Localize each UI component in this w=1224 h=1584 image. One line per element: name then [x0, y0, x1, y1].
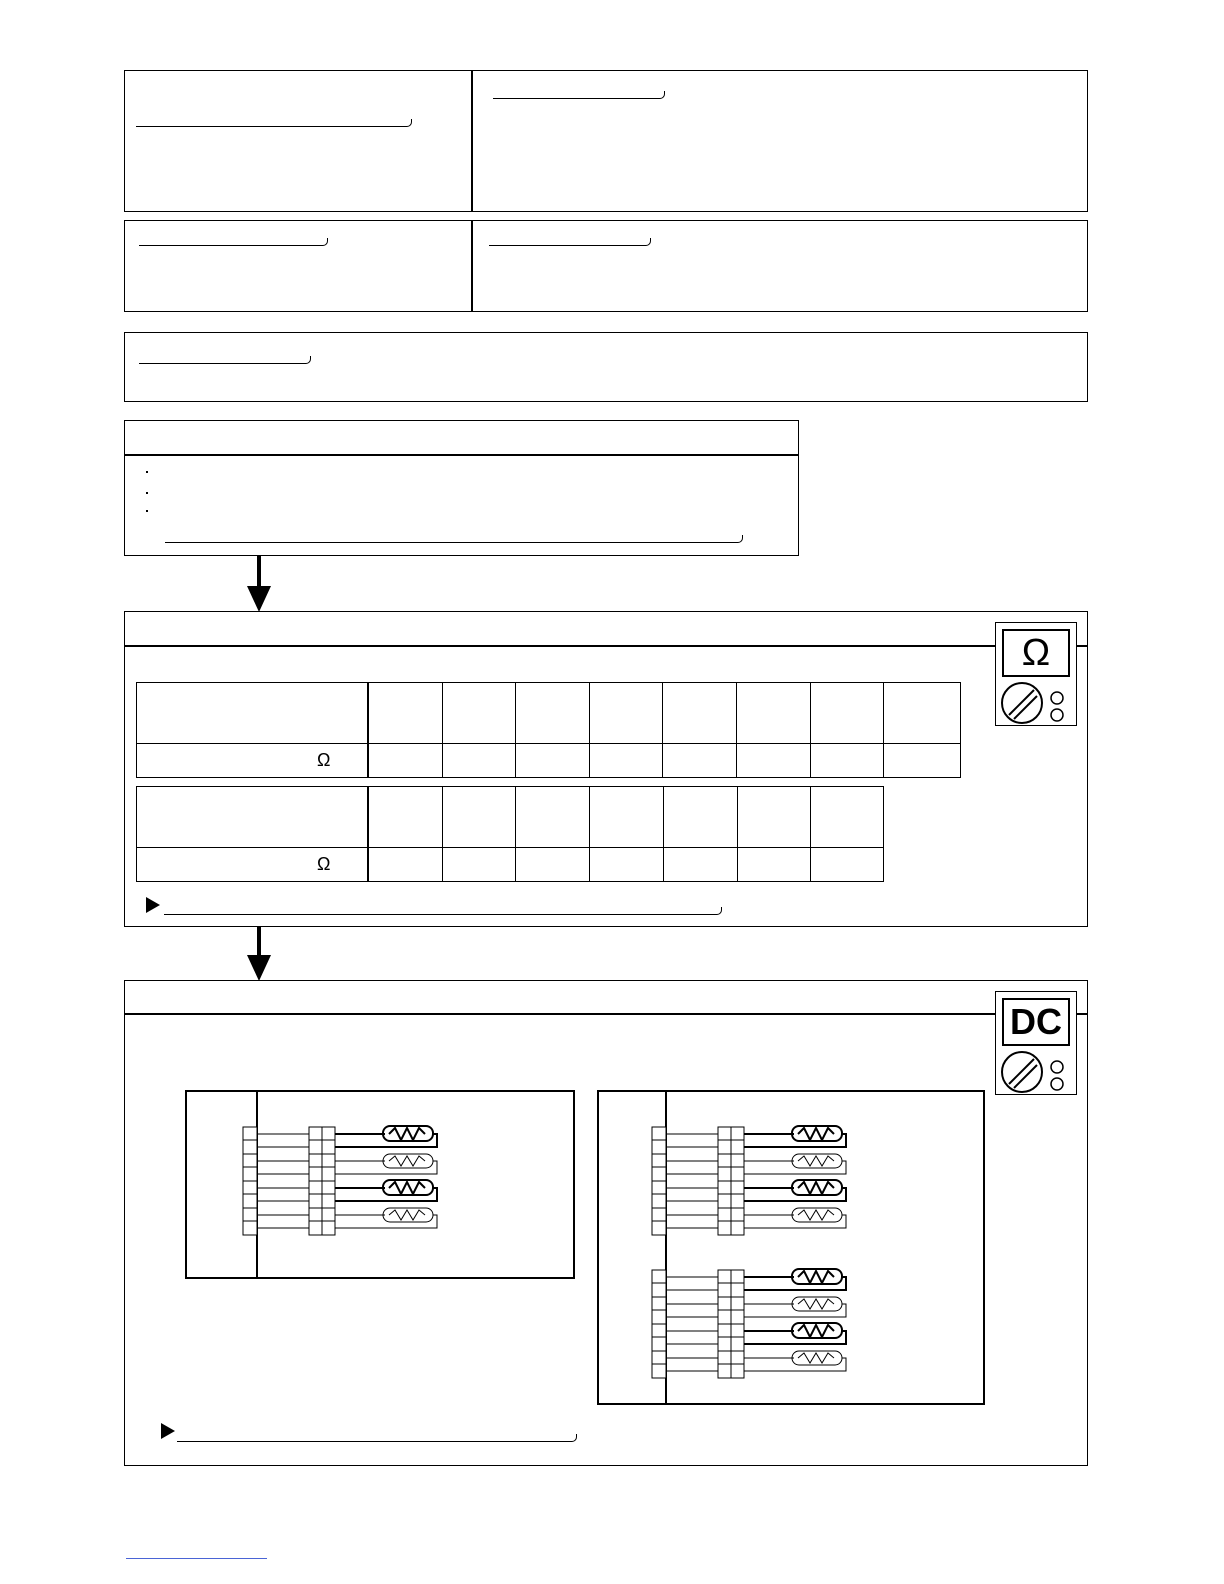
table-cell: [590, 848, 664, 882]
header-divider: [125, 1013, 1087, 1015]
info-box-middle: [124, 220, 1088, 312]
table-cell: [442, 683, 516, 744]
ohm-unit-label: Ω: [317, 854, 331, 874]
table-row: [137, 848, 884, 882]
table-cell: [368, 683, 442, 744]
table-cell: [368, 848, 442, 882]
table-header-row: [137, 787, 884, 848]
table-cell: [442, 744, 516, 778]
table-cell: [737, 683, 811, 744]
bullet: [146, 492, 148, 494]
play-triangle-icon: [161, 1423, 175, 1439]
flow-arrow-down: [247, 556, 271, 612]
harness-diagram: [185, 1090, 575, 1279]
table-cell: [589, 683, 663, 744]
dc-symbol: DC: [1010, 1001, 1062, 1042]
bullet: [146, 471, 148, 473]
dc-voltmeter-icon: [995, 991, 1077, 1095]
play-triangle-icon: [146, 897, 160, 913]
resistance-table-1: [136, 682, 961, 778]
info-box-wide: [124, 332, 1088, 402]
header-divider: [125, 454, 798, 456]
table-header-row: [137, 683, 961, 744]
heading-underline: [139, 356, 311, 364]
info-box-top: [124, 70, 1088, 212]
table-cell: [663, 848, 737, 882]
table-cell: [590, 787, 664, 848]
table-cell: [884, 744, 961, 778]
divider: [471, 221, 473, 311]
link-underline[interactable]: [164, 907, 722, 915]
table-cell: [137, 848, 369, 882]
heading-underline: [493, 91, 665, 99]
resistance-table-2: [136, 786, 884, 882]
divider: [471, 71, 473, 211]
table-cell: [516, 848, 590, 882]
table-cell: [737, 848, 811, 882]
table-cell: [810, 744, 884, 778]
table-cell: [368, 787, 442, 848]
table-cell: [663, 683, 737, 744]
ohm-symbol: Ω: [1021, 632, 1051, 674]
table-cell: [137, 683, 368, 744]
table-cell: [442, 848, 516, 882]
heading-underline: [139, 238, 328, 246]
header-divider: [125, 645, 1087, 647]
table-cell: [884, 683, 961, 744]
bullet: [146, 510, 148, 512]
ohmmeter-icon: [995, 622, 1077, 726]
harness-diagram: [597, 1090, 985, 1405]
footer-link[interactable]: [126, 1558, 267, 1559]
table-cell: [516, 744, 590, 778]
ohm-unit-label: Ω: [317, 750, 331, 770]
preparation-box: [124, 420, 799, 556]
table-cell: [516, 787, 590, 848]
resistance-check-section: [124, 611, 1088, 927]
table-cell: [663, 787, 737, 848]
table-cell: [811, 787, 884, 848]
table-cell: [137, 787, 369, 848]
table-cell: [137, 744, 368, 778]
heading-underline: [489, 238, 651, 246]
heading-underline: [136, 119, 412, 127]
voltage-check-section: [124, 980, 1088, 1466]
flow-arrow-down: [247, 926, 271, 981]
connector-diagram-left: [185, 1090, 575, 1279]
table-cell: [516, 683, 590, 744]
table-cell: [737, 744, 811, 778]
table-row: [137, 744, 961, 778]
table-cell: [442, 787, 516, 848]
connector-diagram-right: [597, 1090, 985, 1405]
table-cell: [811, 848, 884, 882]
table-cell: [589, 744, 663, 778]
table-cell: [737, 787, 811, 848]
table-cell: [368, 744, 442, 778]
meter-dial-icon: [996, 623, 1078, 727]
link-underline[interactable]: [177, 1434, 577, 1442]
table-cell: [810, 683, 884, 744]
meter-dial-icon: [996, 992, 1078, 1096]
heading-underline: [165, 535, 743, 543]
table-cell: [663, 744, 737, 778]
